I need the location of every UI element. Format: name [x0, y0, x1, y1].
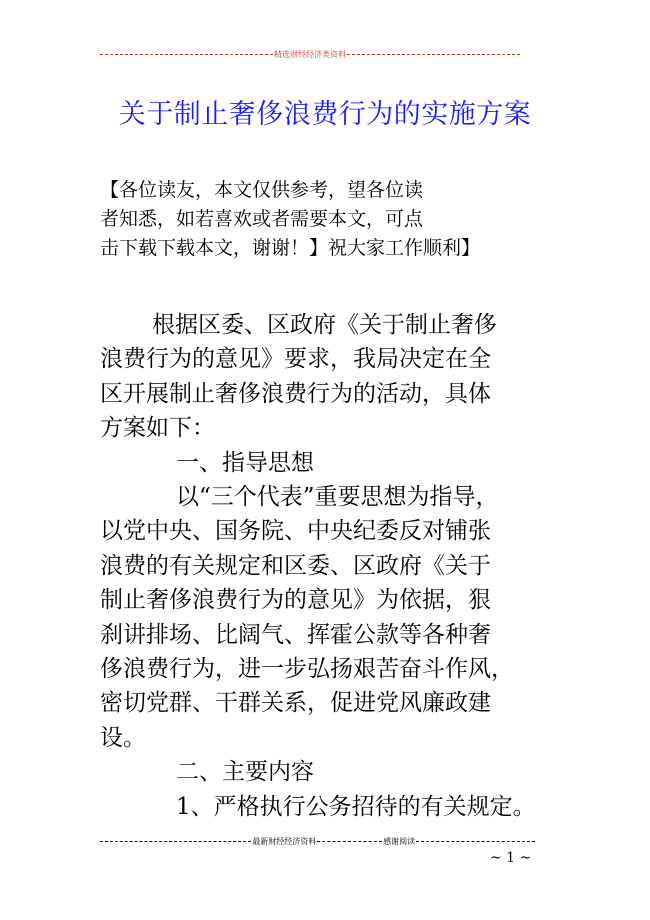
body-line: 区开展制止奢侈浪费行为的活动，具体: [100, 380, 491, 407]
document-title: 关于制止奢侈浪费行为的实施方案: [118, 99, 532, 130]
section-heading: 一、指导思想: [176, 449, 314, 476]
footer-right-label: 感谢阅读: [383, 836, 416, 846]
notice-line: 【各位读友，本文仅供参考，望各位读: [100, 179, 424, 201]
body-line: 方案如下：: [100, 415, 215, 442]
section-heading: 二、主要内容: [176, 759, 314, 786]
notice-line: 击下载下载本文，谢谢！】祝大家工作顺利】: [100, 237, 481, 259]
header-dash-left: [100, 54, 273, 55]
header-divider: [100, 48, 520, 60]
body-line: 根据区委、区政府《关于制止奢侈: [152, 312, 497, 338]
body-line: 刹讲排场、比阔气、挥霍公款等各种奢: [100, 621, 491, 648]
footer-left-label: 最新财经经济资料: [252, 836, 317, 846]
footer-dash-middle: [317, 841, 382, 842]
body-line: 设。: [100, 724, 146, 751]
reader-notice: [100, 176, 520, 263]
header-dash-right: [347, 54, 520, 55]
body-line: 以“三个代表”重要思想为指导，: [176, 484, 499, 511]
body-line: 制止奢侈浪费行为的意见》为依据，狠: [100, 587, 491, 614]
body-line: 浪费的有关规定和区委、区政府《关于: [100, 552, 491, 579]
footer-divider: [100, 835, 535, 847]
body-line: 密切党群、干群关系，促进党风廉政建: [100, 690, 491, 717]
body-line: 以党中央、国务院、中央纪委反对铺张: [100, 518, 491, 545]
notice-line: 者知悉，如若喜欢或者需要本文，可点: [100, 208, 424, 230]
footer-dash-left: [100, 841, 251, 842]
header-label: 精选财经经济类资料: [274, 49, 346, 59]
body-line: 浪费行为的意见》要求，我局决定在全: [100, 346, 491, 373]
footer-dash-right: [416, 841, 535, 842]
body-line: 侈浪费行为，进一步弘扬艰苦奋斗作风，: [100, 656, 514, 683]
document-body: [100, 308, 560, 824]
body-line: 1、严格执行公务招待的有关规定。: [176, 793, 536, 820]
page-number: ~ 1 ~: [490, 850, 532, 866]
